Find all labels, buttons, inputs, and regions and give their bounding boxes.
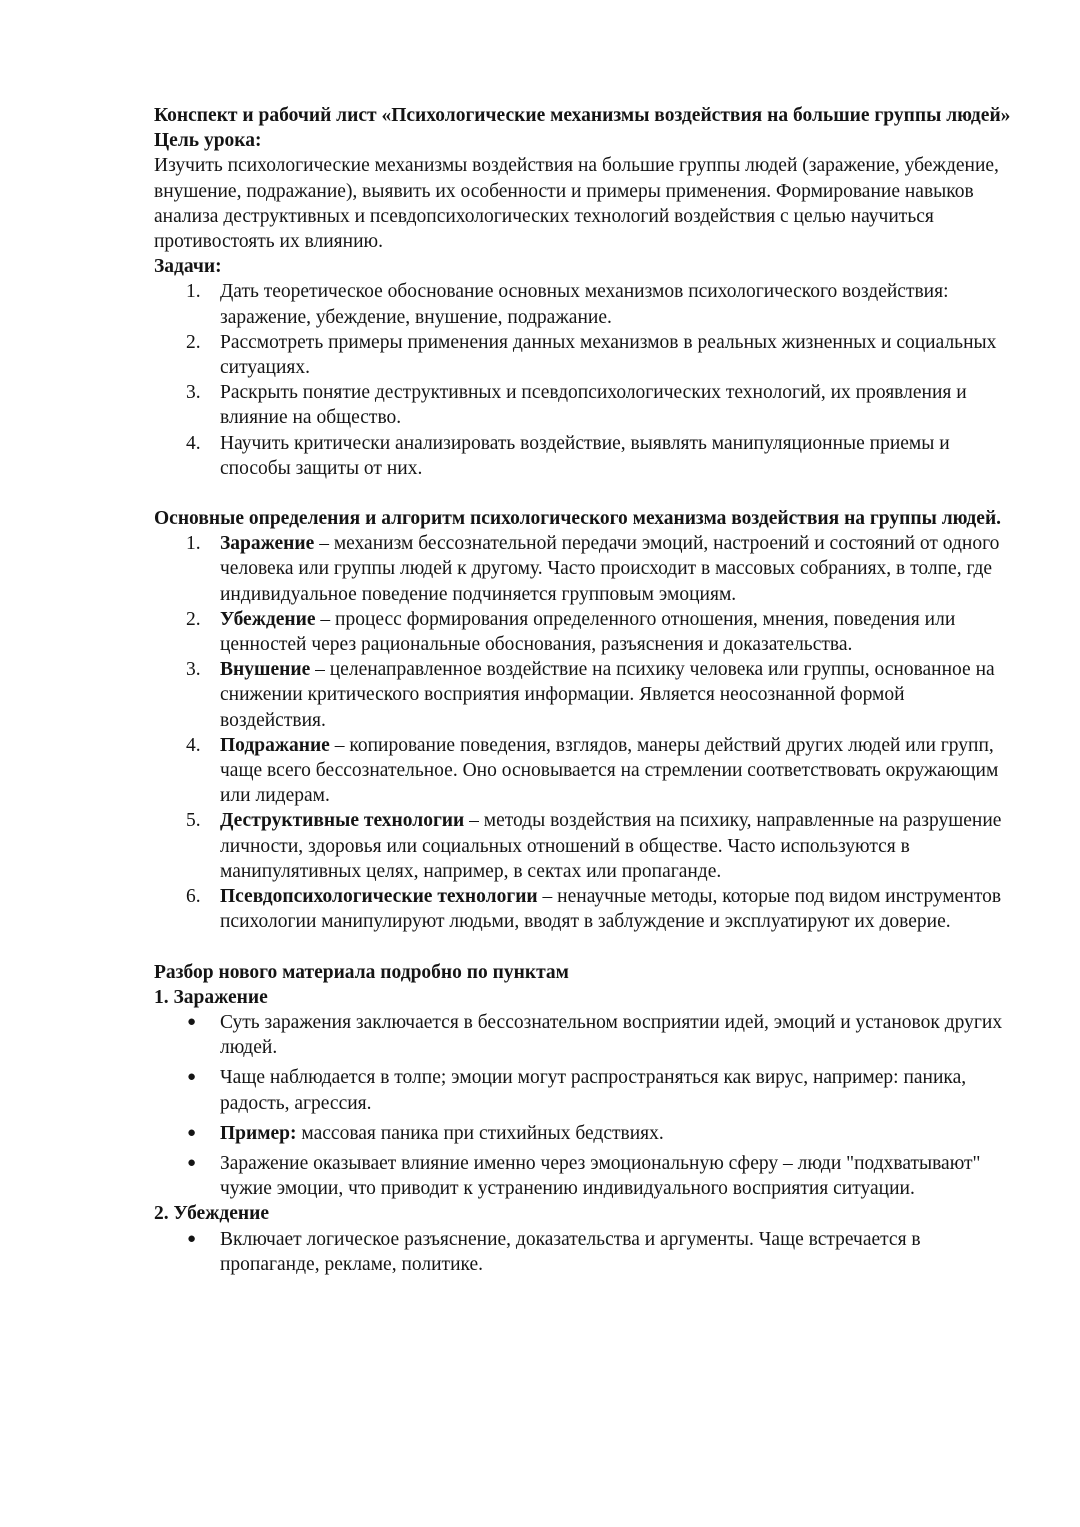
bullet-text: Включает логическое разъяснение, доказательства и аргументы. Чаще встречается в пропаганде, рекламе, политике. xyxy=(220,1228,921,1275)
item-number: 4. xyxy=(186,734,201,756)
bullet-text: Заражение оказывает влияние именно через эмоциональную сферу – люди "подхватывают" чужие эмоции, что приводит к устранению индивидуального восприятия ситуации. xyxy=(220,1152,981,1200)
analysis-heading: Разбор нового материала подробно по пунктам xyxy=(154,961,569,983)
definition-term: Подражание xyxy=(220,734,330,756)
section1-bullets xyxy=(154,1010,1014,1201)
goal-heading: Цель урока: xyxy=(154,130,262,152)
bullet-item xyxy=(154,1151,1014,1201)
tasks-heading: Задачи: xyxy=(154,256,222,278)
item-number: 6. xyxy=(186,886,201,908)
bullet-text: Суть заражения заключается в бессознательном восприятии идей, эмоций и установок других людей. xyxy=(220,1011,1003,1059)
bullet-item xyxy=(154,1065,1014,1115)
document-page xyxy=(154,103,1014,1277)
item-number: 3. xyxy=(186,382,201,404)
item-number: 1. xyxy=(186,281,201,303)
definition-text: – копирование поведения, взглядов, манеры действий других людей или групп, чаще всего бессознательное. Оно основывается на стремлении соответствовать окружающим или лидерам. xyxy=(220,734,999,807)
definition-item xyxy=(154,657,1014,733)
item-text: Рассмотреть примеры применения данных механизмов в реальных жизненных и социальных ситуациях. xyxy=(220,331,997,379)
definition-item xyxy=(154,531,1014,607)
definition-text: – ненаучные методы, которые под видом инструментов психологии манипулируют людьми, вводят в заблуждение и эксплуатируют их доверие. xyxy=(220,886,1002,933)
definition-term: Заражение xyxy=(220,533,315,555)
item-text: Научить критически анализировать воздействие, выявлять манипуляционные приемы и способы защиты от них. xyxy=(220,432,950,479)
document-title: Конспект и рабочий лист «Психологические механизмы воздействия на большие группы людей» xyxy=(154,105,1011,126)
item-text: Дать теоретическое обоснование основных механизмов психологического воздействия: заражение, убеждение, внушение, подражание. xyxy=(220,281,949,328)
definition-term: Деструктивные технологии xyxy=(220,810,465,832)
bullet-icon: ● xyxy=(187,1124,197,1141)
item-number: 2. xyxy=(186,331,201,353)
bullet-icon: ● xyxy=(187,1154,197,1171)
item-number: 3. xyxy=(186,659,201,681)
list-item xyxy=(154,279,1014,329)
bullet-icon: ● xyxy=(187,1013,197,1030)
item-number: 4. xyxy=(186,432,201,454)
bullet-text: Чаще наблюдается в толпе; эмоции могут распространяться как вирус, например: паника, радость, агрессия. xyxy=(220,1067,967,1114)
list-item xyxy=(154,330,1014,380)
item-text: Раскрыть понятие деструктивных и псевдопсихологических технологий, их проявления и влияние на общество. xyxy=(220,382,967,429)
bullet-text: массовая паника при стихийных бедствиях. xyxy=(296,1122,664,1144)
bullet-item xyxy=(154,1227,1014,1277)
definition-term: Псевдопсихологические технологии xyxy=(220,886,538,908)
definition-item xyxy=(154,607,1014,657)
definitions-heading: Основные определения и алгоритм психологического механизма воздействия на группы людей. xyxy=(154,508,1002,530)
tasks-list xyxy=(154,279,1014,481)
goal-text: Изучить психологические механизмы воздействия на большие группы людей (заражение, убеждение, внушение, подражание), выявить их особенности и примеры применения. Формирование навыков анализа деструктивных и псевдопсихологических технологий воздействия с целью научиться противостоять их влиянию. xyxy=(154,155,999,253)
bullet-icon: ● xyxy=(187,1230,197,1247)
bullet-item xyxy=(154,1010,1014,1060)
list-item xyxy=(154,431,1014,481)
item-number: 5. xyxy=(186,810,201,832)
definitions-list xyxy=(154,531,1014,934)
bullet-bold-label: Пример: xyxy=(220,1122,297,1144)
list-item xyxy=(154,380,1014,430)
bullet-icon: ● xyxy=(187,1069,197,1086)
section2-bullets xyxy=(154,1227,1014,1277)
item-number: 1. xyxy=(186,533,201,555)
definition-term: Внушение xyxy=(220,659,311,681)
section-heading: 1. Заражение xyxy=(154,986,268,1008)
definition-text: – целенаправленное воздействие на психику человека или группы, основанное на снижении критического восприятия информации. Является неосознанной формой воздействия. xyxy=(220,659,995,731)
definition-item xyxy=(154,808,1014,884)
item-number: 2. xyxy=(186,608,201,630)
definition-term: Убеждение xyxy=(220,608,316,630)
bullet-item xyxy=(154,1121,1014,1146)
section-heading: 2. Убеждение xyxy=(154,1203,270,1225)
definition-text: – процесс формирования определенного отношения, мнения, поведения или ценностей через рациональные обоснования, разъяснения и доказательства. xyxy=(220,608,956,656)
definition-text: – методы воздействия на психику, направленные на разрушение личности, здоровья или социальных отношений в обществе. Часто используются в манипулятивных целях, например, в сектах или пропаганде. xyxy=(220,810,1002,882)
definition-item xyxy=(154,733,1014,809)
definition-text: – механизм бессознательной передачи эмоций, настроений и состояний от одного человека или группы людей к другому. Часто происходит в массовых собраниях, в толпе, где индивидуальное поведение подчиняется групповым эмоциям. xyxy=(220,533,1000,605)
definition-item xyxy=(154,884,1014,934)
